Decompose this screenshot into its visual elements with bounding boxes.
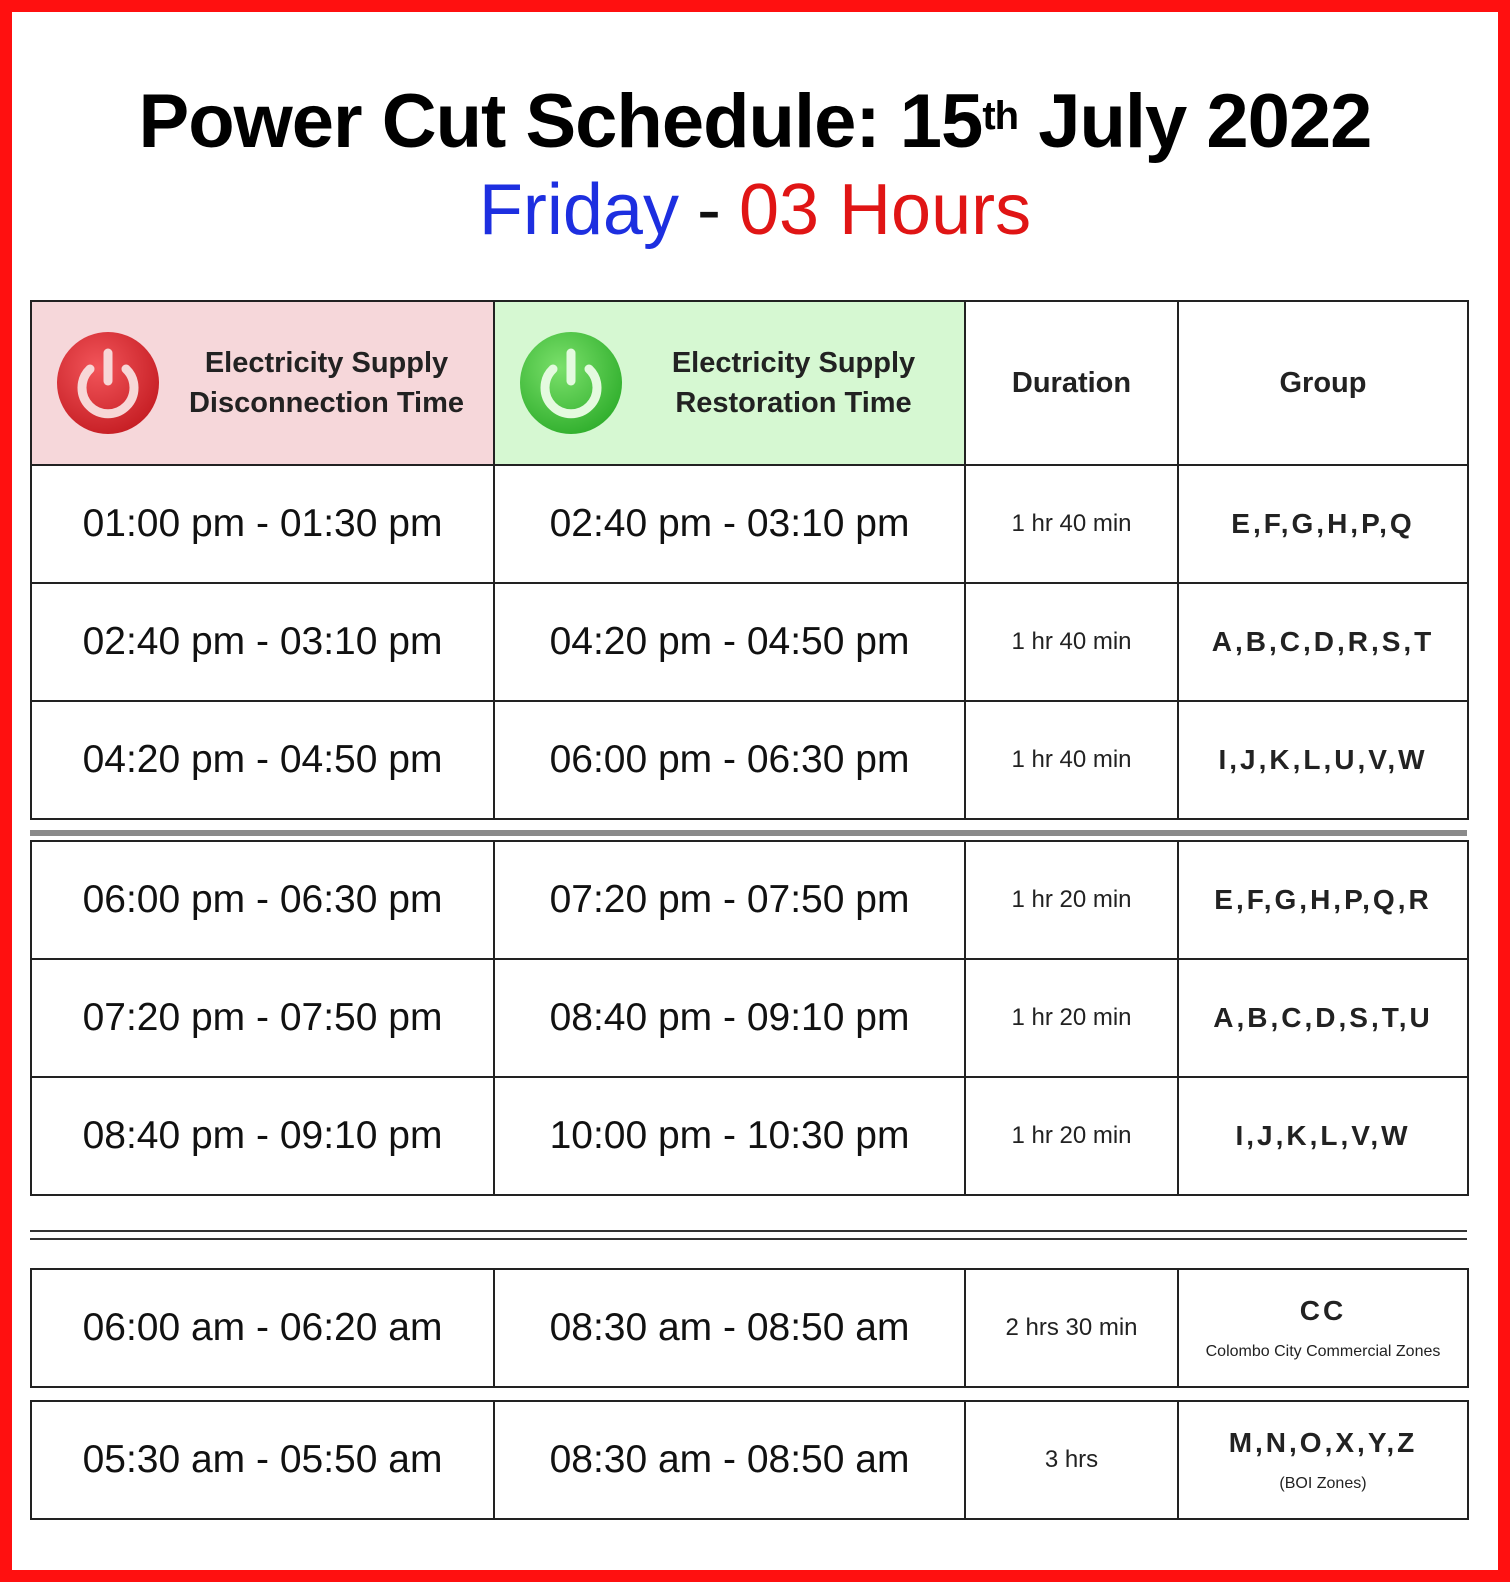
- table-row: 06:00 pm - 06:30 pm 07:20 pm - 07:50 pm 1 hr 20 min E,F,G,H,P,Q,R: [31, 841, 1468, 959]
- schedule-table-main: [30, 300, 1469, 820]
- table-row: 06:00 am - 06:20 am 08:30 am - 08:50 am 2 hrs 30 min CC Colombo City Commercial Zones: [31, 1269, 1468, 1387]
- table-row: 08:40 pm - 09:10 pm 10:00 pm - 10:30 pm 1 hr 20 min I,J,K,L,V,W: [31, 1077, 1468, 1195]
- section-divider: [30, 830, 1467, 836]
- page-subtitle: Friday - 03 Hours: [478, 170, 1032, 250]
- table-row: 05:30 am - 05:50 am 08:30 am - 08:50 am 3 hrs M,N,O,X,Y,Z (BOI Zones): [31, 1401, 1468, 1519]
- day-label: Friday: [478, 170, 679, 250]
- table-row: 01:00 pm - 01:30 pm 02:40 pm - 03:10 pm 1 hr 40 min E,F,G,H,P,Q: [31, 465, 1468, 583]
- table-header-row: [31, 301, 1468, 465]
- schedule-table-cc: [30, 1268, 1469, 1388]
- schedule-table-evening: [30, 840, 1469, 1196]
- hours-label: 03 Hours: [738, 170, 1032, 250]
- header-duration: Duration: [965, 301, 1178, 465]
- schedule-table-boi: [30, 1400, 1469, 1520]
- header-restoration: Electricity Supply Restoration Time: [494, 301, 965, 465]
- header-disconnection: Electricity Supply Disconnection Time: [31, 301, 494, 465]
- power-on-icon: [519, 331, 623, 435]
- section-divider: [30, 1230, 1467, 1240]
- table-row: 07:20 pm - 07:50 pm 08:40 pm - 09:10 pm 1 hr 20 min A,B,C,D,S,T,U: [31, 959, 1468, 1077]
- header-group: Group: [1178, 301, 1468, 465]
- power-off-icon: [56, 331, 160, 435]
- table-row: 02:40 pm - 03:10 pm 04:20 pm - 04:50 pm 1 hr 40 min A,B,C,D,R,S,T: [31, 583, 1468, 701]
- page-title: Power Cut Schedule: 15th July 2022: [138, 79, 1372, 164]
- table-row: 04:20 pm - 04:50 pm 06:00 pm - 06:30 pm 1 hr 40 min I,J,K,L,U,V,W: [31, 701, 1468, 819]
